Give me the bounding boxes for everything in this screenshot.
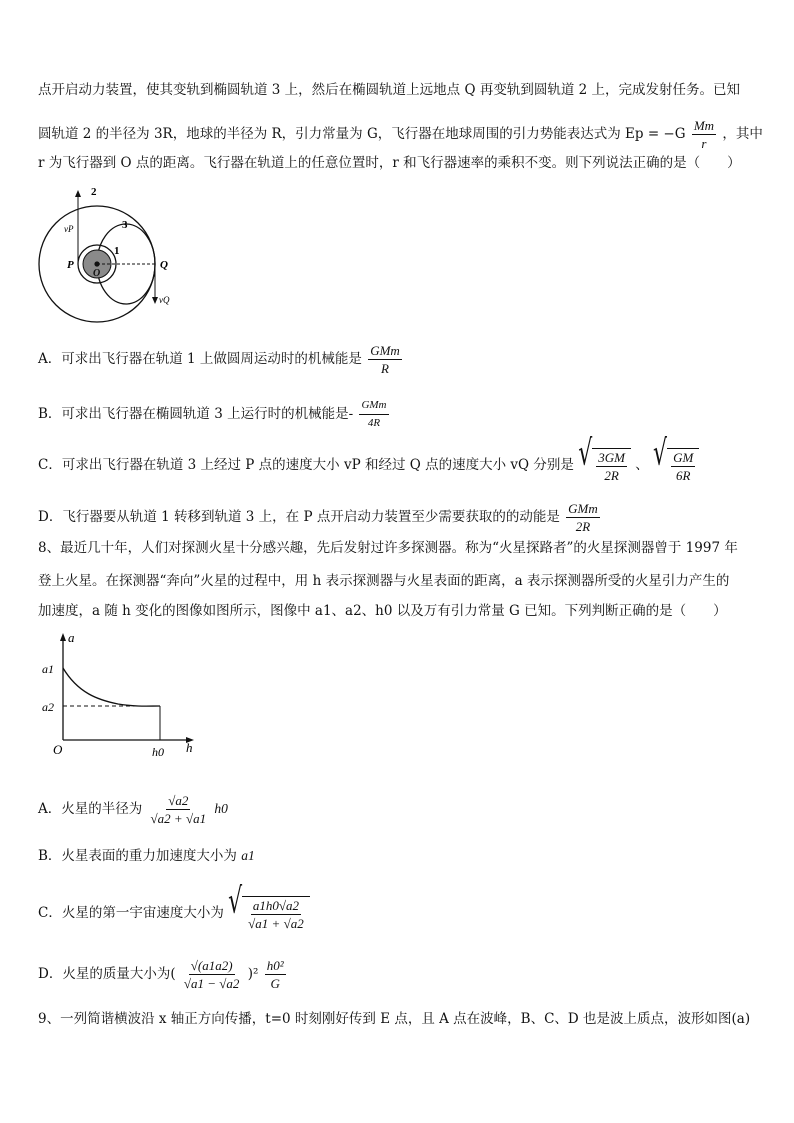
- q7-option-c-separator: 、: [635, 457, 649, 473]
- q8-stem-line-3: 加速度，a 随 h 变化的图像如图所示，图像中 a1、a2、h0 以及万有引力常量 G 已知。下列判断正确的是（ ）: [38, 603, 727, 619]
- a2-tick-label: a2: [42, 700, 54, 714]
- q8-option-a-text: A．火星的半径为: [38, 801, 143, 817]
- orbit-3-label: 3: [122, 219, 128, 231]
- q7-potential-energy-fraction: [692, 118, 716, 151]
- y-axis-label: a: [68, 630, 75, 645]
- q7-stem-line-2-text: 圆轨道 2 的半径为 3R，地球的半径为 R，引力常量为 G，飞行器在地球周围的引力势能表达式为 Ep = −G: [38, 126, 686, 142]
- q7-option-c-sqrt-2: [653, 434, 699, 483]
- q7-option-c-text: C．可求出飞行器在轨道 3 上经过 P 点的速度大小 vP 和经过 Q 点的速度大小 vQ 分别是: [38, 457, 574, 473]
- q7-option-d-text: D．飞行器要从轨道 1 转移到轨道 3 上，在 P 点开启动力装置至少需要获取的的动能是: [38, 509, 560, 525]
- q7-option-a-fraction: [368, 343, 402, 376]
- q7-orbit-figure: [36, 182, 196, 332]
- q7-option-c-sqrt-1: [578, 434, 631, 483]
- q8-option-d: [38, 958, 288, 991]
- point-p-label: P: [67, 259, 74, 271]
- y-axis-arrow: [60, 633, 66, 641]
- q8-option-c-sqrt: [228, 882, 310, 931]
- vp-arrow-head: [75, 190, 81, 197]
- q8-option-b-text: B．火星表面的重力加速度大小为: [38, 848, 237, 864]
- q7-option-a-num: GMm: [370, 343, 400, 358]
- q8-option-a-tail: h0: [214, 801, 228, 816]
- q7-option-d-fraction: [566, 501, 600, 534]
- sqrt-sign: √: [653, 434, 668, 475]
- q7-option-b-text: B．可求出飞行器在椭圆轨道 3 上运行时的机械能是-: [38, 406, 354, 422]
- q8-option-a: [38, 793, 228, 826]
- q7-option-a-den: R: [381, 361, 389, 376]
- q7-option-c-den-1: 2R: [604, 468, 619, 483]
- q7-ep-numerator: Mm: [693, 118, 715, 133]
- q8-option-d-num: √(a1a2): [190, 958, 233, 973]
- vq-arrow-head: [152, 297, 158, 304]
- vp-label: vP: [64, 224, 74, 234]
- q8-option-c: [38, 882, 310, 931]
- q8-option-d-num-2: h0²: [266, 958, 284, 973]
- q7-stem-line-2: [38, 118, 763, 151]
- origin-label: O: [53, 742, 63, 757]
- q8-option-d-den-2: G: [270, 976, 280, 991]
- q7-option-d-num: GMm: [568, 501, 598, 516]
- q7-stem-line-1: 点开启动力装置，使其变轨到椭圆轨道 3 上，然后在椭圆轨道上远地点 Q 再变轨到圆轨道 2 上，完成发射任务。已知: [38, 82, 740, 98]
- q7-option-a: [38, 343, 404, 376]
- q7-option-d: [38, 501, 602, 534]
- q8-option-c-text: C．火星的第一宇宙速度大小为: [38, 905, 224, 921]
- point-q-label: Q: [160, 259, 168, 271]
- a1-tick-label: a1: [42, 662, 54, 676]
- q8-stem-line-1: 8、最近几十年，人们对探测火星十分感兴趣，先后发射过许多探测器。称为“火星探路者”的火星探测器曾于 1997 年: [38, 540, 738, 556]
- vq-label: vQ: [159, 295, 170, 305]
- q8-option-c-num: a1h0√a2: [252, 898, 300, 913]
- q8-option-a-den: √a2 + √a1: [150, 811, 207, 826]
- q7-option-c-den-2: 6R: [675, 468, 691, 483]
- q7-option-c-num-1: 3GM: [598, 450, 625, 465]
- q8-option-b: [38, 846, 255, 866]
- q8-option-c-den: √a1 + √a2: [248, 916, 304, 931]
- q8-option-d-power: )²: [247, 966, 259, 982]
- q8-acceleration-graph: [38, 628, 208, 760]
- q8-option-d-fraction: [182, 958, 242, 991]
- q7-option-b-fraction: [359, 398, 388, 431]
- q7-option-a-text: A．可求出飞行器在轨道 1 上做圆周运动时的机械能是: [38, 351, 362, 367]
- orbit-2-label: 2: [91, 186, 97, 198]
- q7-option-b-den: 4R: [367, 417, 381, 429]
- q7-stem-line-3: r 为飞行器到 O 点的距离。飞行器在轨道上的任意位置时，r 和飞行器速率的乘积不变。则下列说法正确的是（ ）: [38, 155, 741, 171]
- q7-option-c-num-2: GM: [673, 450, 694, 465]
- q7-option-b: [38, 398, 391, 431]
- q8-option-b-value: a1: [241, 848, 255, 863]
- q7-ep-denominator: r: [701, 136, 707, 151]
- sqrt-sign: √: [578, 434, 593, 475]
- q8-option-d-fraction-2: [265, 958, 286, 991]
- q8-option-d-text: D．火星的质量大小为(: [38, 966, 176, 982]
- q9-stem: 9、一列简谐横波沿 x 轴正方向传播，t=0 时刻刚好传到 E 点，且 A 点在波峰，B、C、D 也是波上质点，波形如图(a): [38, 1011, 751, 1027]
- q7-option-b-num: GMm: [359, 398, 388, 415]
- q8-option-a-num: √a2: [168, 793, 189, 808]
- orbit-1-label: 1: [114, 245, 120, 257]
- sqrt-sign: √: [228, 882, 243, 923]
- q8-option-d-den: √a1 − √a2: [183, 976, 240, 991]
- center-o-label: O: [93, 268, 101, 279]
- q7-option-c: [38, 434, 699, 483]
- x-axis-label: h: [186, 740, 193, 755]
- q8-option-a-fraction: [149, 793, 209, 826]
- q8-stem-line-2: 登上火星。在探测器“奔向”火星的过程中，用 h 表示探测器与火星表面的距离，a 表示探测器所受的火星引力产生的: [38, 573, 730, 589]
- q7-stem-line-2-tail: ，其中: [722, 126, 763, 142]
- h0-tick-label: h0: [152, 745, 164, 759]
- q7-option-d-den: 2R: [575, 519, 591, 534]
- a-h-curve: [63, 668, 160, 706]
